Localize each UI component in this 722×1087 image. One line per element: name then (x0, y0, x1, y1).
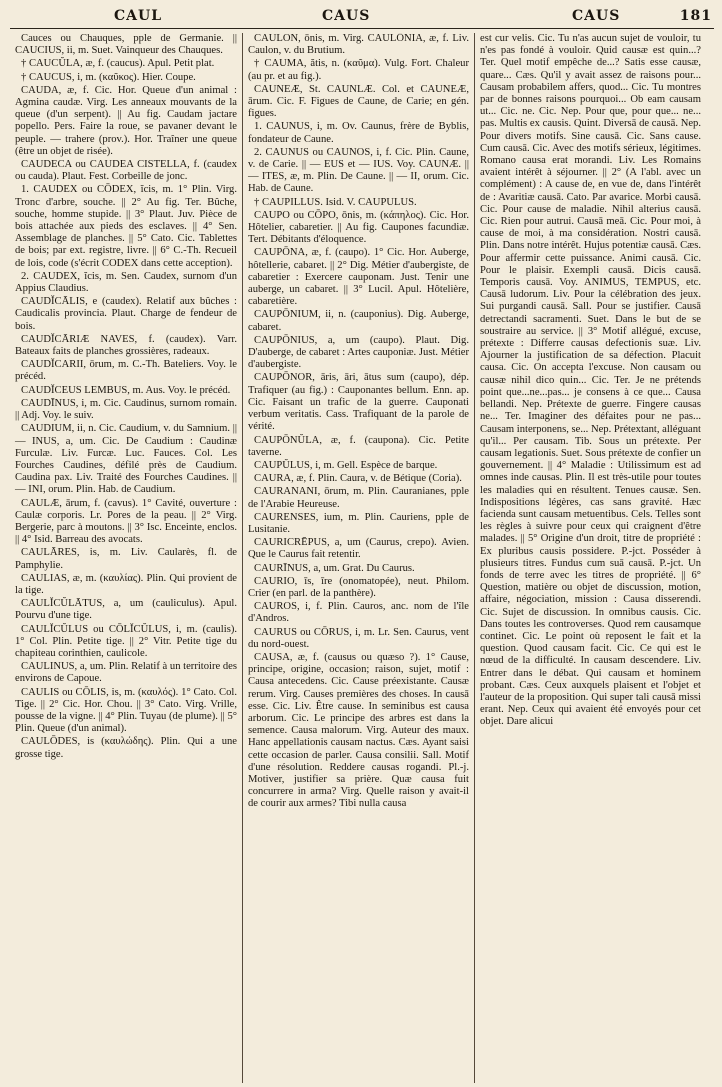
dictionary-entry: † CAUPILLUS. Isid. V. CAUPULUS. (254, 196, 417, 208)
header-right-guideword: CAUS (572, 8, 621, 24)
running-header (10, 6, 714, 29)
dictionary-entry: CAULINUS, a, um. Plin. Relatif à un territoire des environs de Capoue. (15, 661, 237, 685)
dictionary-entry: CAUSA, æ, f. (causus ou quæso ?). 1° Cause, principe, origine, occasion; raison, sujet, motif : Causa antecedens. Cic. Cause préexistante. Causæ rerum. Virg. Causes premières des choses. In causā esse. Cic. Liv. Être cause. In seminibus est causa arborum. Cic. Le principe des arbres est dans la semence. Causa malorum. Virg. Auteur des maux. Hanc appellationis causam nactus. Cæs. Ayant saisi cette occasion de parler. Causa consilii. Sall. Motif d'une résolution. Reddere causas rogandi. Pl.-j. Motiver, justifier sa prière. Quæ causa fuit concurrere in arma? Virg. Quelle raison y avait-il de courir aux armes? Tibi nulla causa (248, 651, 469, 810)
dictionary-entry: CAUNEÆ, St. CAUNLÆ. Col. et CAUNEÆ, ārum. Cic. F. Figues de Caune, de Carie; en gén. figues. (248, 83, 469, 120)
dictionary-entry: † CAUMA, ătis, n. (καῦμα). Vulg. Fort. Chaleur (au pr. et au fig.). (248, 58, 469, 82)
dictionary-entry: 2. CAUDEX, ĭcis, m. Sen. Caudex, surnom d'un Appius Claudius. (15, 270, 237, 295)
header-center-guideword: CAUS (322, 8, 371, 24)
dictionary-entry: CAUDĬCĀRIÆ NAVES, f. (caudex). Varr. Bateaux faits de planches grossières, radeaux. (15, 333, 237, 358)
dictionary-entry: CAUROS, i, f. Plin. Cauros, anc. nom de l'île d'Andros. (248, 601, 469, 625)
dictionary-entry: CAUDECA ou CAUDEA CISTELLA, f. (caudex ou cauda). Plaut. Fest. Corbeille de jonc. (15, 159, 237, 183)
dictionary-entry: 1. CAUNUS, i, m. Ov. Caunus, frère de Byblis, fondateur de Caune. (248, 121, 469, 145)
dictionary-entry: CAUPŌNOR, āris, āri, ātus sum (caupo), dép. Trafiquer (au fig.) : Cauponantes bellum. Enn. ap. Cic. Faisant un trafic de la guerre. Cauponati verbum veritatis. Cass. Trafiquant de la parole de vérité. (248, 372, 469, 433)
page-number: 181 (679, 8, 712, 24)
dictionary-entry: CAURICRĒPUS, a, um (Caurus, crepo). Avien. Que le Caurus fait retentir. (248, 537, 469, 561)
dictionary-entry: CAUPŌNŬLA, æ, f. (caupona). Cic. Petite taverne. (248, 434, 469, 458)
dictionary-entry: CAUPŌNIUM, ii, n. (cauponius). Dig. Auberge, cabaret. (248, 309, 469, 333)
dictionary-entry: † CAUCUS, i, m. (καῦκος). Hier. Coupe. (21, 71, 196, 83)
dictionary-entry: CAULĬCŬLUS ou CŌLĬCŬLUS, i, m. (caulis). 1° Col. Plin. Petite tige. || 2° Vitr. Petite tige du chapiteau corinthien, caulicole. (15, 623, 237, 659)
column-2 (242, 33, 474, 1083)
dictionary-entry: CAULĀRES, is, m. Liv. Caularès, fl. de Pamphylie. (15, 547, 237, 571)
dictionary-entry: † CAUCŬLA, æ, f. (caucus). Apul. Petit plat. (21, 58, 215, 70)
header-left-guideword: CAUL (114, 8, 163, 24)
dictionary-entry: CAURANANI, ōrum, m. Plin. Cauranianes, pple de l'Arabie Heureuse. (248, 486, 469, 510)
dictionary-entry: CAUPŌNIUS, a, um (caupo). Plaut. Dig. D'auberge, de cabaret : Artes cauponiæ. Just. Métier d'aubergiste. (248, 334, 469, 371)
dictionary-entry: CAURA, æ, f. Plin. Caura, v. de Bétique (Coria). (254, 473, 462, 485)
dictionary-entry: CAURENSES, ium, m. Plin. Cauriens, pple de Lusitanie. (248, 511, 469, 535)
dictionary-entry: CAUPŌNA, æ, f. (caupo). 1° Cic. Hor. Auberge, hôtellerie, cabaret. || 2° Dig. Métier d'aubergiste, de cabaretier : Exercere cauponam. Just. Tenir une auberge, un cabaret. || 3° Lucil. Apul. Hôtelière, cabaretière. (248, 247, 469, 308)
dictionary-entry: est cur velis. Cic. Tu n'as aucun sujet de vouloir, tu n'es pas fondé à vouloir. Quid causæ est quin...? Ter. Quel motif empêche de...? Satis esse causæ, quare... Cæs. Qu'il y avait assez de raisons pour... Causam probabilem affers, quod... Cic. Tu montres par de bonnes raisons pourquoi... Ob eam causam ut... Cic. ne. Cic. Nep. Pour que, pour que... ne... pas. Multis ex causis. Quint. Diversā de causā. Nep. Pour divers motifs. Sine causā. Cic. Sans cause. Cum causā. Cic. Avec des motifs sérieux, légitimes. Romano causa erat morandi. Liv. Les Romains avaient intérêt à séjourner. || 2° (A l'abl. avec un complément) : A cause de, en vue de, dans l'intérêt de : Avaritiæ causā. Cato. Par avarice. Morbi causā. Cic. Pour cause de maladie. Nihil alterius causā. Cic. Rien pour autrui. Causā meā. Cic. Pour moi, à cause de moi, à ma considération. Nostri causā. Plin. Dans notre intérêt. Hujus potentiæ causā. Cæs. Pour affermir cette puissance. Animi causā. Cic. Pour le plaisir. Exempli causā. Dicis causā. Temporis causā. Voy. ANIMUS, TEMPUS, etc. Causā ludorum. Liv. Pour la célébration des jeux. Sui purgandi causā. Sall. Pour se justifier. Causā detrectandi sacramenti. Suet. Dans le but de se soustraire au service. || 3° Motif allégué, excuse, prétexte : Differre causas defectionis suæ. Liv. Ajourner la justification de sa défection. Placuit causa. Cic. On accepta l'excuse. Non causam ou causæ nihil dico quin... Cic. Ter. Je ne prétends point que...ne...pas... je consens à ce que... Causa bellandi. Nep. Prétexte de guerre. Fingere causas ne... Ter. Imaginer des défaites pour ne pas... Causam interponens, se... Nep. Prétextant, alléguant qu'il... Per causam. Tib. Sous un prétexte. Per causam legationis. Suet. Sous prétexte de confier un gouvernement. || 4° Maladie : Utilissimum est ad omnes inde causas. Plin. Il est très-utile pour toutes les maladies qui en résultent. Tenues causæ. Sen. Indispositions légères, cas sans gravité. Hæc facienda sunt causam metuentibus. Cels. Telles sont les règles à suivre pour ceux qui craignent d'être malades. || 5° Origine d'un droit, titre de propriété : Ex pluribus causis possidere. P.-jct. Posséder à plusieurs titres. Fundus cum suā causā. P.-jct. Un fonds de terre avec les titres de propriété. || 6° Question, matière ou objet de discussion, motion, affaire, négociation, mission : Causa disserendi. Cic. Sujet de discussion. In omnibus causis. Cic. Dans toutes les controverses. Quod rem causamque continet. Cic. Le point où reposent le fait et la question. Quod causam facit. Cic. Ce qui est le nœud de la difficulté. In causam descendere. Liv. Entrer dans le débat. Qui causam et hominem probant. Cæs. Ceux auxquels plaisent et l'objet et l'auteur de la proposition. Qui super tali causā missi erant. Nep. Ceux qui avaient été envoyés pour cet objet. Dare alicui (480, 33, 701, 728)
column-3 (474, 33, 706, 1083)
dictionary-entry: 2. CAUNUS ou CAUNOS, i, f. Cic. Plin. Caune, v. de Carie. || — EUS et — IUS. Voy. CAUNÆ. || — ITES, æ, m. Plin. De Caune. || — II, orum. Cic. Hab. de Caune. (248, 146, 469, 195)
dictionary-entry: CAURUS ou CŌRUS, i, m. Lr. Sen. Caurus, vent du nord-ouest. (248, 626, 469, 650)
dictionary-entry: CAUDĬCĀLIS, e (caudex). Relatif aux bûches : Caudicalis provincia. Plaut. Charge de fendeur de bois. (15, 296, 237, 332)
dictionary-entry: CAULĬCŬLĀTUS, a, um (cauliculus). Apul. Pourvu d'une tige. (15, 598, 237, 622)
dictionary-entry: CAUDA, æ, f. Cic. Hor. Queue d'un animal : Agmina caudæ. Virg. Les anneaux mouvants de la queue (d'un serpent). || Au fig. Caudam jactare popello. Pers. Faire la roue, se pavaner devant le peuple. — trahere (prov.). Hor. Traîner une queue (être un objet de risée). (15, 84, 237, 157)
dictionary-entry: CAUDIUM, ii, n. Cic. Caudium, v. du Samnium. || — INUS, a, um. Cic. De Caudium : Caudinæ Furculæ. Liv. Furcæ. Luc. Fauces. Col. Les Fourches Caudines, défilé près de Caudium. Caudina pax. Liv. Traité des Fourches Caudines. || — INI, orum. Plin. Hab. de Caudium. (15, 423, 237, 496)
dictionary-entry: CAULŌDES, is (καυλώδης). Plin. Qui a une grosse tige. (15, 736, 237, 760)
dictionary-entry: CAUPŬLUS, i, m. Gell. Espèce de barque. (254, 459, 438, 471)
dictionary-entry: CAULIS ou CŌLIS, is, m. (καυλός). 1° Cato. Col. Tige. || 2° Cic. Hor. Chou. || 3° Cato. Virg. Vrille, pousse de la vigne. || 4° Plin. Tuyau (de plume). || 5° Plin. Queue (d'un animal). (15, 686, 237, 735)
dictionary-entry: CAUDĬCEUS LEMBUS, m. Aus. Voy. le précéd. (21, 384, 231, 396)
dictionary-entry: CAUDĪNUS, i, m. Cic. Caudinus, surnom romain. || Adj. Voy. le suiv. (15, 397, 237, 422)
column-1 (10, 33, 242, 1083)
dictionary-entry: CAURĪNUS, a, um. Grat. Du Caurus. (254, 562, 415, 574)
dictionary-entry: CAUDĬCARII, ōrum, m. C.-Th. Bateliers. Voy. le précéd. (15, 359, 237, 383)
dictionary-entry: CAULIAS, æ, m. (καυλίας). Plin. Qui provient de la tige. (15, 572, 237, 596)
dictionary-entry: CAUPO ou CŌPO, ōnis, m. (κάπηλος). Cic. Hor. Hôtelier, cabaretier. || Au fig. Caupones facundiæ. Tert. Débitants d'éloquence. (248, 209, 469, 246)
dictionary-entry: Cauces ou Chauques, pple de Germanie. || CAUCIUS, ii, m. Suet. Vainqueur des Chauques. (15, 33, 237, 57)
dictionary-entry: CAURIO, īs, īre (onomatopée), neut. Philom. Crier (en parl. de la panthère). (248, 575, 469, 599)
dictionary-entry: CAULON, ōnis, m. Virg. CAULŌNIA, æ, f. Liv. Caulon, v. du Brutium. (248, 33, 469, 57)
text-columns (10, 33, 714, 1083)
dictionary-entry: CAULÆ, ārum, f. (cavus). 1° Cavité, ouverture : Caulæ corporis. Lr. Pores de la peau. || 2° Virg. Bergerie, parc à moutons. || 3° Isc. Enceinte, enclos. || 4° Isid. Barreau des avocats. (15, 497, 237, 546)
dictionary-entry: 1. CAUDEX ou CŌDEX, ĭcis, m. 1° Plin. Virg. Tronc d'arbre, souche. || 2° Au fig. Ter. Bûche, souche, homme stupide. || 3° Plaut. Juv. Pièce de bois attachée aux pieds des esclaves. || 4° Sen. Assemblage de planches. || 5° Cato. Cic. Tablettes de bois; par ext. registre, livre. || 6° C.-Th. Recueil de lois, code (s'écrit CODEX dans cette acception). (15, 184, 237, 269)
